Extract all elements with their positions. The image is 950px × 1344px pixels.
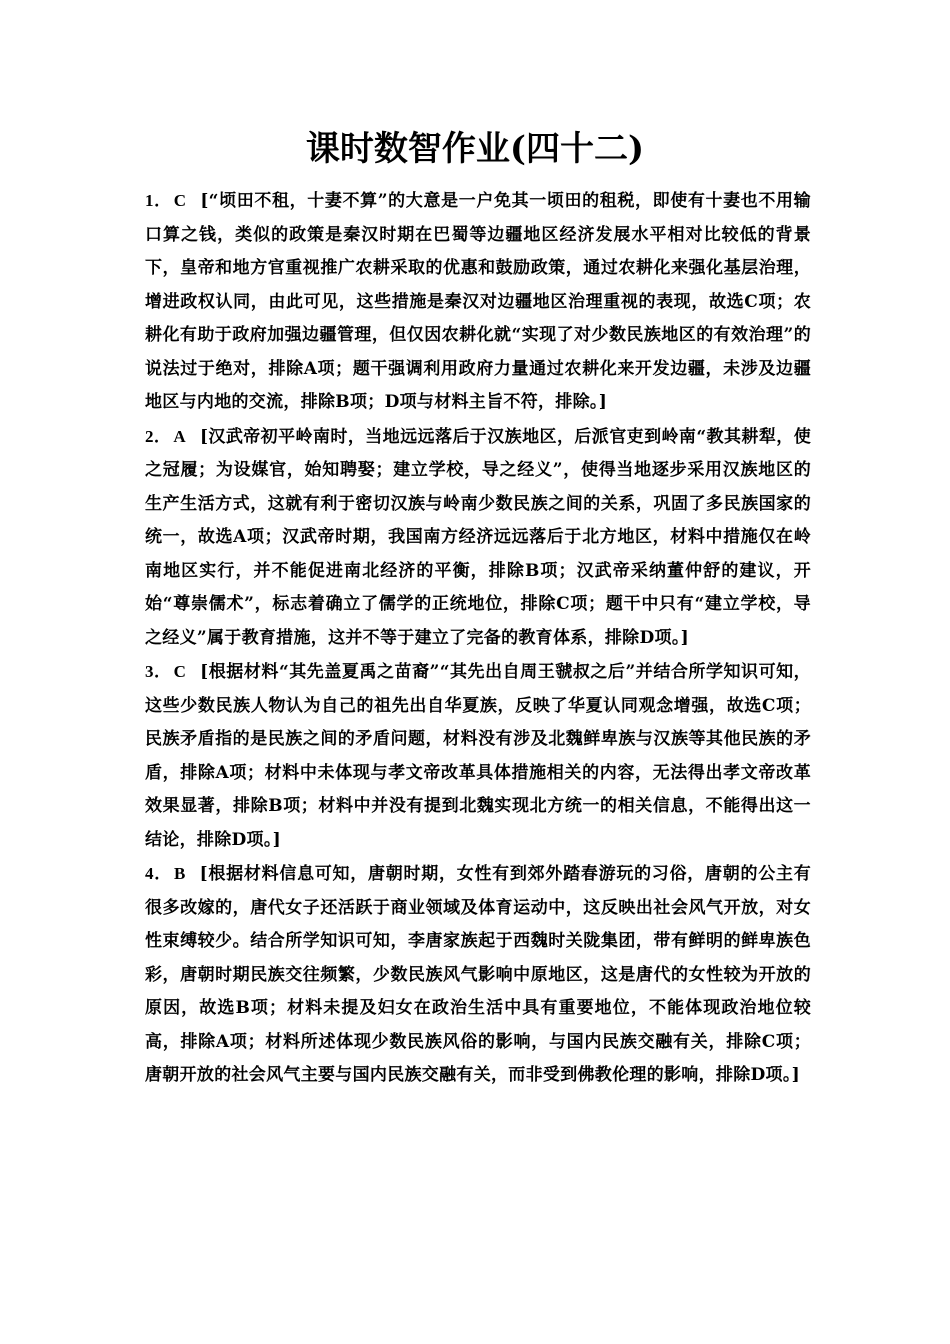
item-explanation: [根据材料“其先盖夏禹之苗裔”“其先出自周王虢叔之后”并结合所学知识可知，这些少数民族人物认为自己的祖先出自华夏族，反映了华夏认同观念增强，故选C项；民族矛盾指的是民族之间的矛盾问题，材料没有涉及北魏鲜卑族与汉族等其他民族的矛盾，排除A项；材料中未体现与孝文帝改革具体措施相关的内容，无法得出孝文帝改革效果显著，排除B项；材料中并没有提到北魏实现北方统一的相关信息，不能得出这一结论，排除D项。] bbox=[145, 662, 811, 850]
item-answer: C bbox=[173, 191, 187, 210]
answer-item-3 bbox=[145, 655, 811, 857]
item-number: 4． bbox=[145, 864, 172, 883]
answer-item-1 bbox=[145, 184, 811, 420]
item-explanation: [根据材料信息可知，唐朝时期，女性有到郊外踏春游玩的习俗，唐朝的公主有很多改嫁的，唐代女子还活跃于商业领域及体育运动中，这反映出社会风气开放，对女性束缚较少。结合所学知识可知，李唐家族起于西魏时关陇集团，带有鲜明的鲜卑族色彩，唐朝时期民族交往频繁，少数民族风气影响中原地区，这是唐代的女性较为开放的原因，故选B项；材料未提及妇女在政治生活中具有重要地位，不能体现政治地位较高，排除A项；材料所述体现少数民族风俗的影响，与国内民族交融有关，排除C项；唐朝开放的社会风气主要与国内民族交融有关，而非受到佛教伦理的影响，排除D项。] bbox=[145, 864, 811, 1085]
item-explanation: [汉武帝初平岭南时，当地远远落后于汉族地区，后派官吏到岭南“教其耕犁，使之冠履；为设媒官，始知聘娶；建立学校，导之经义”，使得当地逐步采用汉族地区的生产生活方式，这就有利于密切汉族与岭南少数民族之间的关系，巩固了多民族国家的统一，故选A项；汉武帝时期，我国南方经济远远落后于北方地区，材料中措施仅在岭南地区实行，并不能促进南北经济的平衡，排除B项；汉武帝采纳董仲舒的建议，开始“尊崇儒术”，标志着确立了儒学的正统地位，排除C项；题干中只有“建立学校，导之经义”属于教育措施，这并不等于建立了完备的教育体系，排除D项。] bbox=[145, 426, 811, 648]
item-answer: B bbox=[173, 864, 186, 883]
item-number: 1． bbox=[145, 191, 172, 210]
answer-item-2 bbox=[145, 420, 811, 656]
item-answer: C bbox=[173, 662, 187, 681]
answer-list bbox=[145, 184, 811, 1093]
item-number: 2． bbox=[145, 426, 172, 446]
page-title: 课时数智作业(四十二) bbox=[305, 129, 645, 169]
item-answer: A bbox=[173, 426, 186, 446]
answer-item-4 bbox=[145, 857, 811, 1093]
item-explanation: [“顷田不租，十妻不算”的大意是一户免其一顷田的租税，即使有十妻也不用输口算之钱，类似的政策是秦汉时期在巴蜀等边疆地区经济发展水平相对比较低的背景下，皇帝和地方官重视推广农耕采取的优惠和鼓励政策，通过农耕化来强化基层治理，增进政权认同，由此可见，这些措施是秦汉对边疆地区治理重视的表现，故选C项；农耕化有助于政府加强边疆管理，但仅因农耕化就“实现了对少数民族地区的有效治理”的说法过于绝对，排除A项；题干强调利用政府力量通过农耕化来开发边疆，未涉及边疆地区与内地的交流，排除B项；D项与材料主旨不符，排除。] bbox=[145, 191, 811, 412]
item-number: 3． bbox=[145, 662, 172, 681]
